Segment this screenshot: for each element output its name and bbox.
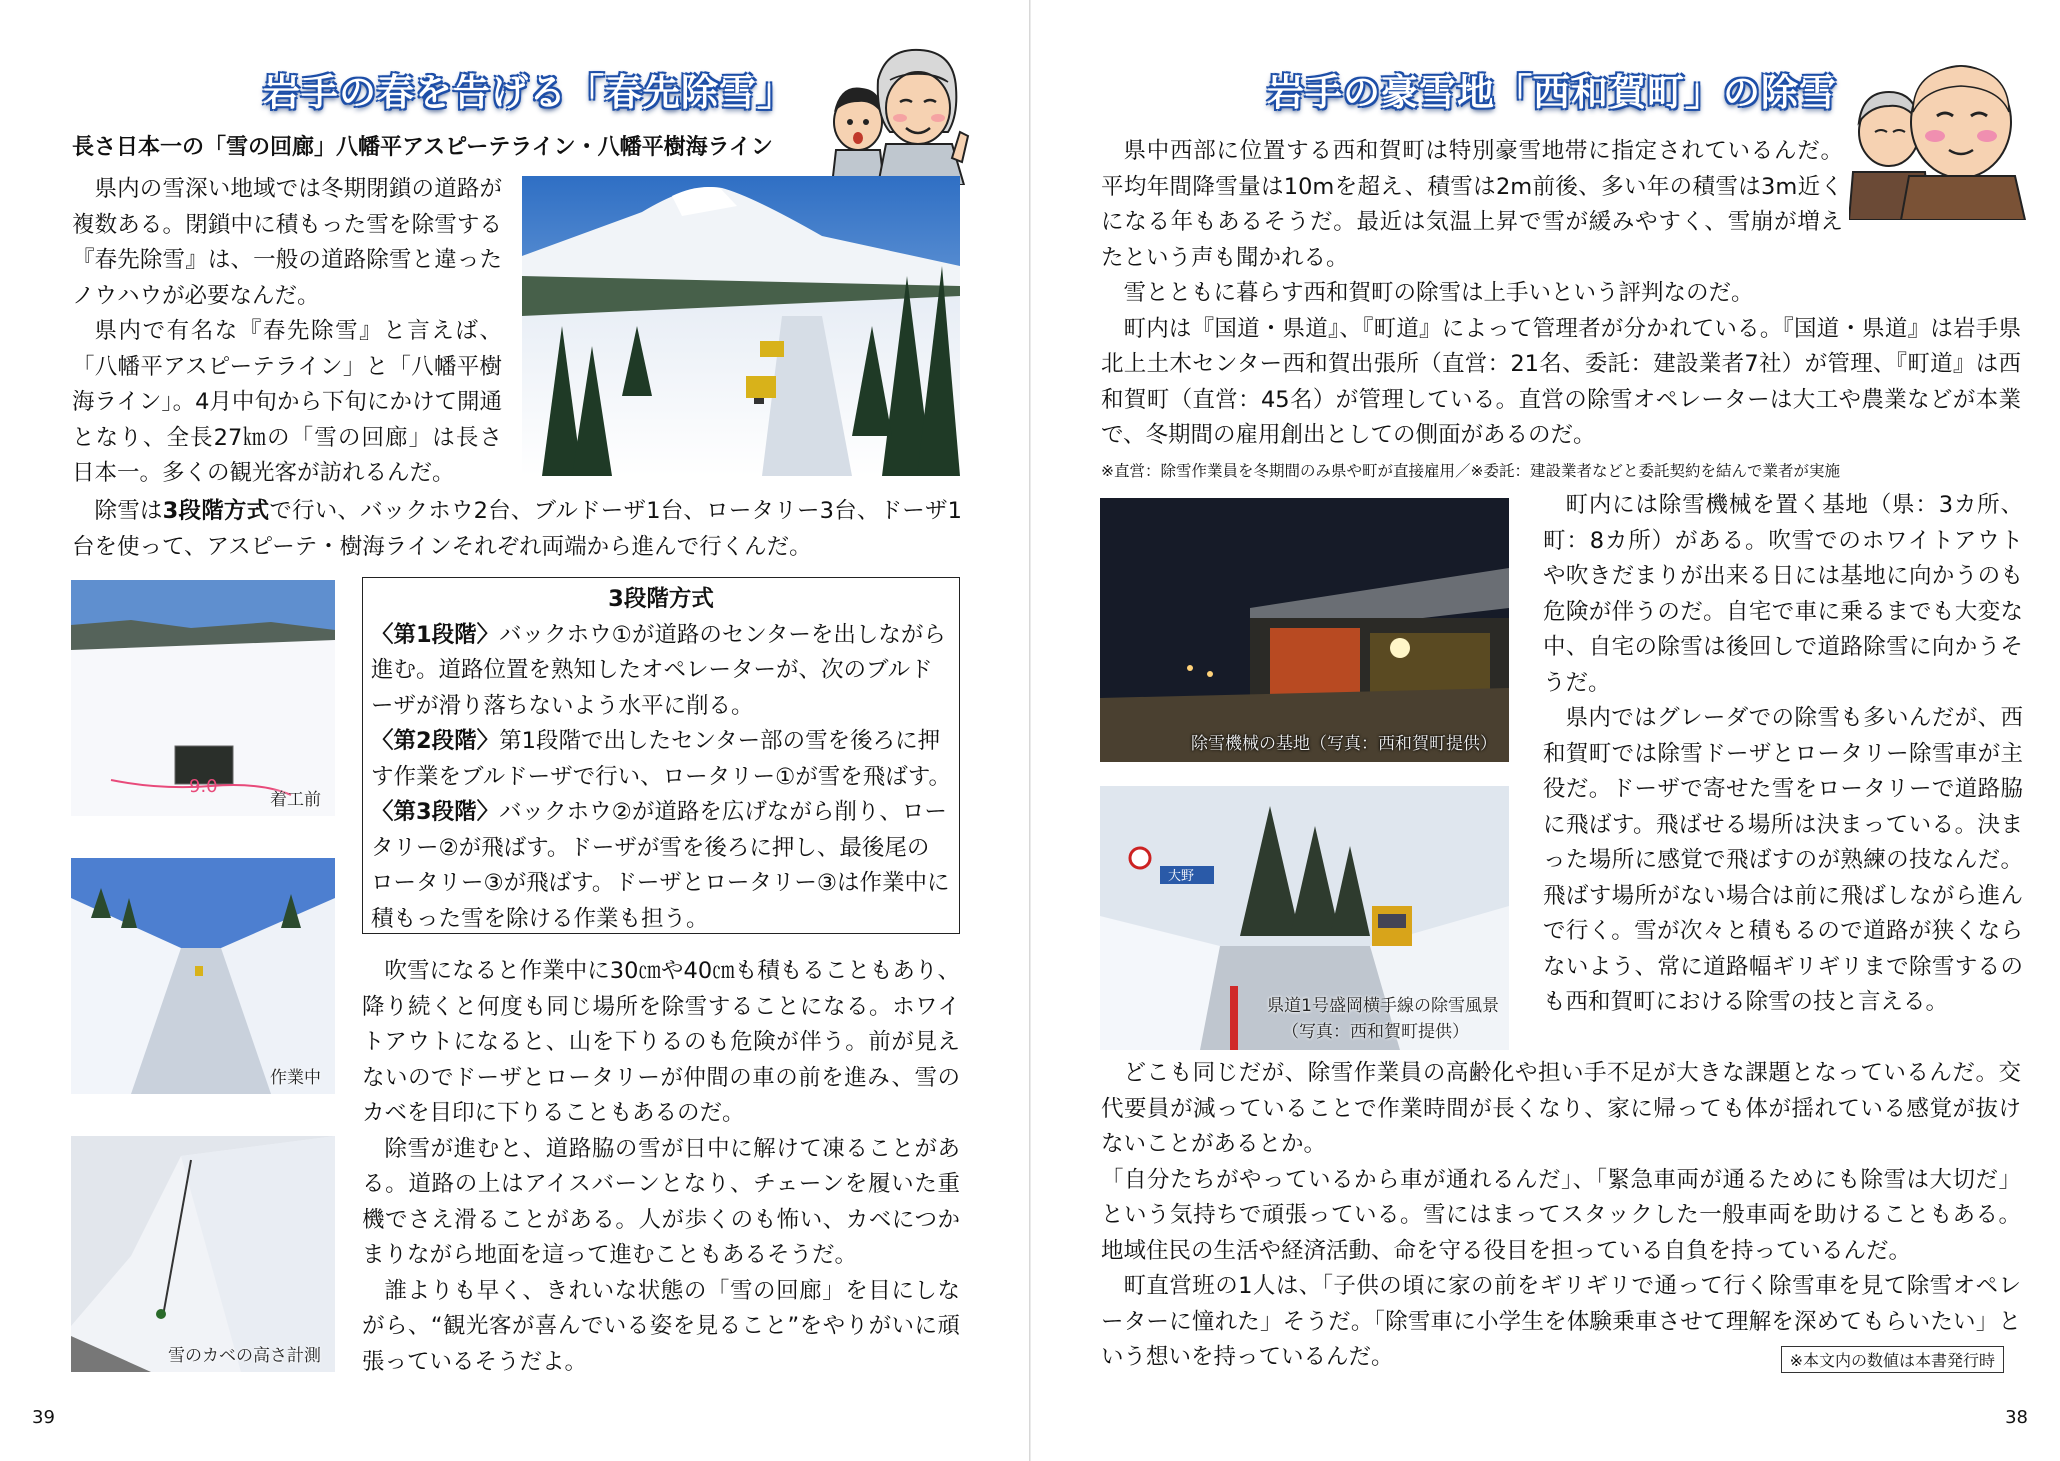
stage-2-text: 第1段階で出したセンター部の雪を後ろに押す作業をブルドーザで行い、ロータリー①が雪を飛ばす。	[371, 728, 951, 790]
photo-before-construction	[71, 580, 335, 816]
right-bottom-text	[1101, 1056, 2021, 1376]
body-paragraph-1: 吹雪になると作業中に30㎝や40㎝も積もることもあり、降り続くと何度も同じ場所を除雪することになる。ホワイトアウトになると、山を下りるのも危険が伴う。前が見えないのでドーザとロータリーが仲間の車の前を進み、雪のカベを目印に下りることもあるのだ。	[362, 958, 960, 1126]
method-rest: で行い、バックホウ2台、ブルドーザ1台、ロータリー3台、ドーザ1台を使って、アスピーテ・樹海ラインそれぞれ両端から進んで行くんだ。	[72, 498, 962, 560]
stage-3-label: 〈第3段階〉	[371, 799, 500, 825]
method-text	[72, 494, 962, 565]
stage-1	[371, 618, 951, 725]
right-paragraph-3: 町内は『国道・県道』、『町道』によって管理者が分かれている。『国道・県道』は岩手県北上土木センター西和賀出張所（直営：21名、委託：建設業者7社）が管理、『町道』は西和賀町（直営：45名）が管理している。直営の除雪オペレーターは大工や農業などが本業で、冬期間の雇用創出としての側面があるのだ。	[1101, 315, 2021, 448]
body-paragraph-2: 除雪が進むと、道路脇の雪が日中に解けて凍ることがある。道路の上はアイスバーンとなり、チェーンを履いた重機でさえ滑ることがある。人が歩くのも怖い、カベにつかまりながら地面を這って進むこともあるそうだ。	[362, 1135, 960, 1268]
left-page	[0, 0, 1029, 1461]
stage-3	[371, 795, 951, 937]
caption-wall-height: 雪のカベの高さ計測	[168, 1346, 321, 1366]
employment-note: ※直営：除雪作業員を冬期間のみ県や町が直接雇用／※委託：建設業者などと委託契約を結んで業者が実施	[1101, 462, 1840, 480]
right-page	[1031, 0, 2060, 1461]
method-bold: 3段階方式	[162, 498, 270, 524]
caption-road-line-1: 県道1号盛岡横手線の除雪風景	[1267, 996, 1499, 1016]
photo-before-image	[71, 580, 335, 816]
caption-working: 作業中	[270, 1068, 321, 1088]
left-page-subtitle: 長さ日本一の「雪の回廊」八幡平アスピーテライン・八幡平樹海ライン	[72, 135, 773, 160]
caption-machine-base: 除雪機械の基地（写真：西和賀町提供）	[1191, 734, 1497, 754]
bottom-paragraph-1: どこも同じだが、除雪作業員の高齢化や担い手不足が大きな課題となっているんだ。交代要員が減っていることで作業時間が長くなり、家に帰っても体が揺れている感覚が抜けないことがあるとか。	[1101, 1060, 2021, 1157]
stage-2-label: 〈第2段階〉	[371, 728, 500, 754]
stage-1-text: バックホウ①が道路のセンターを出しながら進む。道路位置を熟知したオペレーターが、次のブルドーザが滑り落ちないよう水平に削る。	[371, 621, 946, 719]
stage-2	[371, 724, 951, 795]
right-paragraph-1: 県中西部に位置する西和賀町は特別豪雪地帯に指定されているんだ。平均年間降雪量は10mを超え、積雪は2m前後、多い年の積雪は3m近くになる年もあるそうだ。最近は気温上昇で雪が緩みやすく、雪崩が増えたという声も聞かれる。	[1101, 138, 1843, 271]
mascot-characters-illustration	[820, 40, 970, 185]
figures-footnote: ※本文内の数値は本書発行時	[1781, 1346, 2004, 1373]
method-lead: 除雪は	[94, 498, 163, 524]
bottom-paragraph-3: 町直営班の1人は、「子供の頃に家の前をギリギリで通って行く除雪車を見て除雪オペレーターに憧れた」そうだ。「除雪車に小学生を体験乗車させて理解を深めてもらいたい」という想いを持っているんだ。	[1101, 1273, 2021, 1370]
page-number-right: 38	[2005, 1407, 2028, 1428]
column-paragraph-2: 県内ではグレーダでの除雪も多いんだが、西和賀町では除雪ドーザとロータリー除雪車が主役だ。ドーザで寄せた雪をロータリーで道路脇に飛ばす。飛ばせる場所は決まっている。決まった場所に感覚で飛ばすのが熟練の技なんだ。飛ばす場所がない場合は前に飛ばしながら進んで行く。雪が次々と積もるので道路が狭くならないよう、常に道路幅ギリギリまで除雪するのも西和賀町における除雪の技と言える。	[1543, 705, 2023, 1015]
left-body-text	[362, 954, 960, 1380]
left-page-title: 岩手の春を告げる「春先除雪」	[263, 71, 795, 114]
intro-paragraph-1: 県内の雪深い地域では冬期閉鎖の道路が複数ある。閉鎖中に積もった雪を除雪する『春先除雪』は、一般の道路除雪と違ったノウハウが必要なんだ。	[72, 176, 502, 309]
caption-before: 着工前	[270, 790, 321, 810]
column-paragraph-1: 町内には除雪機械を置く基地（県：3カ所、町：8カ所）がある。吹雪でのホワイトアウトや吹きだまりが出来る日には基地に向かうのも危険が伴うのだ。自宅で車に乗るまでも大変な中、自宅の除雪は後回しで道路除雪に向かうそうだ。	[1543, 492, 2023, 696]
page-number-left: 39	[32, 1407, 55, 1428]
body-paragraph-3: 誰よりも早く、きれいな状態の「雪の回廊」を目にしながら、“観光客が喜んでいる姿を見ること”をやりがいに頑張っているそうだよ。	[362, 1277, 960, 1375]
bottom-paragraph-2: 「自分たちがやっているから車が通れるんだ」、「緊急車両が通るためにも除雪は大切だ」という気持ちで頑張っている。雪にはまってスタックした一般車両を助けることもある。地域住民の生活や経済活動、命を守る役目を担っている自負を持っているんだ。	[1101, 1166, 2021, 1264]
box-title: 3段階方式	[608, 586, 714, 612]
right-column-text	[1543, 488, 2023, 1021]
stage-3-text: バックホウ②が道路を広げながら削り、ロータリー②が飛ばす。ドーザが雪を後ろに押し、最後尾のロータリー③が飛ばす。ドーザとロータリー③は作業中に積もった雪を除ける作業も担う。	[371, 799, 950, 932]
photo-prefectural-road-clearing	[1100, 786, 1509, 1050]
three-stage-method-box	[362, 577, 960, 934]
right-page-title: 岩手の豪雪地「西和賀町」の除雪	[1267, 71, 1837, 114]
right-paragraph-2: 雪とともに暮らす西和賀町の除雪は上手いという評判なのだ。	[1123, 280, 1754, 306]
photo-working-image	[71, 858, 335, 1094]
road-sign-text: 大野	[1168, 869, 1195, 884]
photo-wall-image	[71, 1136, 335, 1372]
photo-snow-machine-base	[1100, 498, 1509, 762]
mount-iwate-snow-road-photo	[522, 176, 960, 476]
method-paragraph	[72, 494, 962, 565]
intro-paragraph-2: 県内で有名な『春先除雪』と言えば、「八幡平アスピーテライン」と「八幡平樹海ライン」。4月中旬から下旬にかけて開通となり、全長27㎞の「雪の回廊」は長さ日本一。多くの観光客が訪れるんだ。	[72, 318, 502, 486]
mascot-elderly-couple-illustration	[1849, 52, 2029, 220]
right-management-text	[1101, 276, 2021, 454]
caption-road-line-2: （写真：西和賀町提供）	[1282, 1022, 1469, 1042]
right-intro-text	[1101, 134, 1843, 276]
intro-text	[72, 172, 502, 492]
snow-height-mark: 9.0	[189, 776, 218, 797]
photo-base-image	[1100, 498, 1509, 762]
stage-1-label: 〈第1段階〉	[371, 621, 500, 648]
photo-during-work	[71, 858, 335, 1094]
photo-snow-wall-measurement	[71, 1136, 335, 1372]
